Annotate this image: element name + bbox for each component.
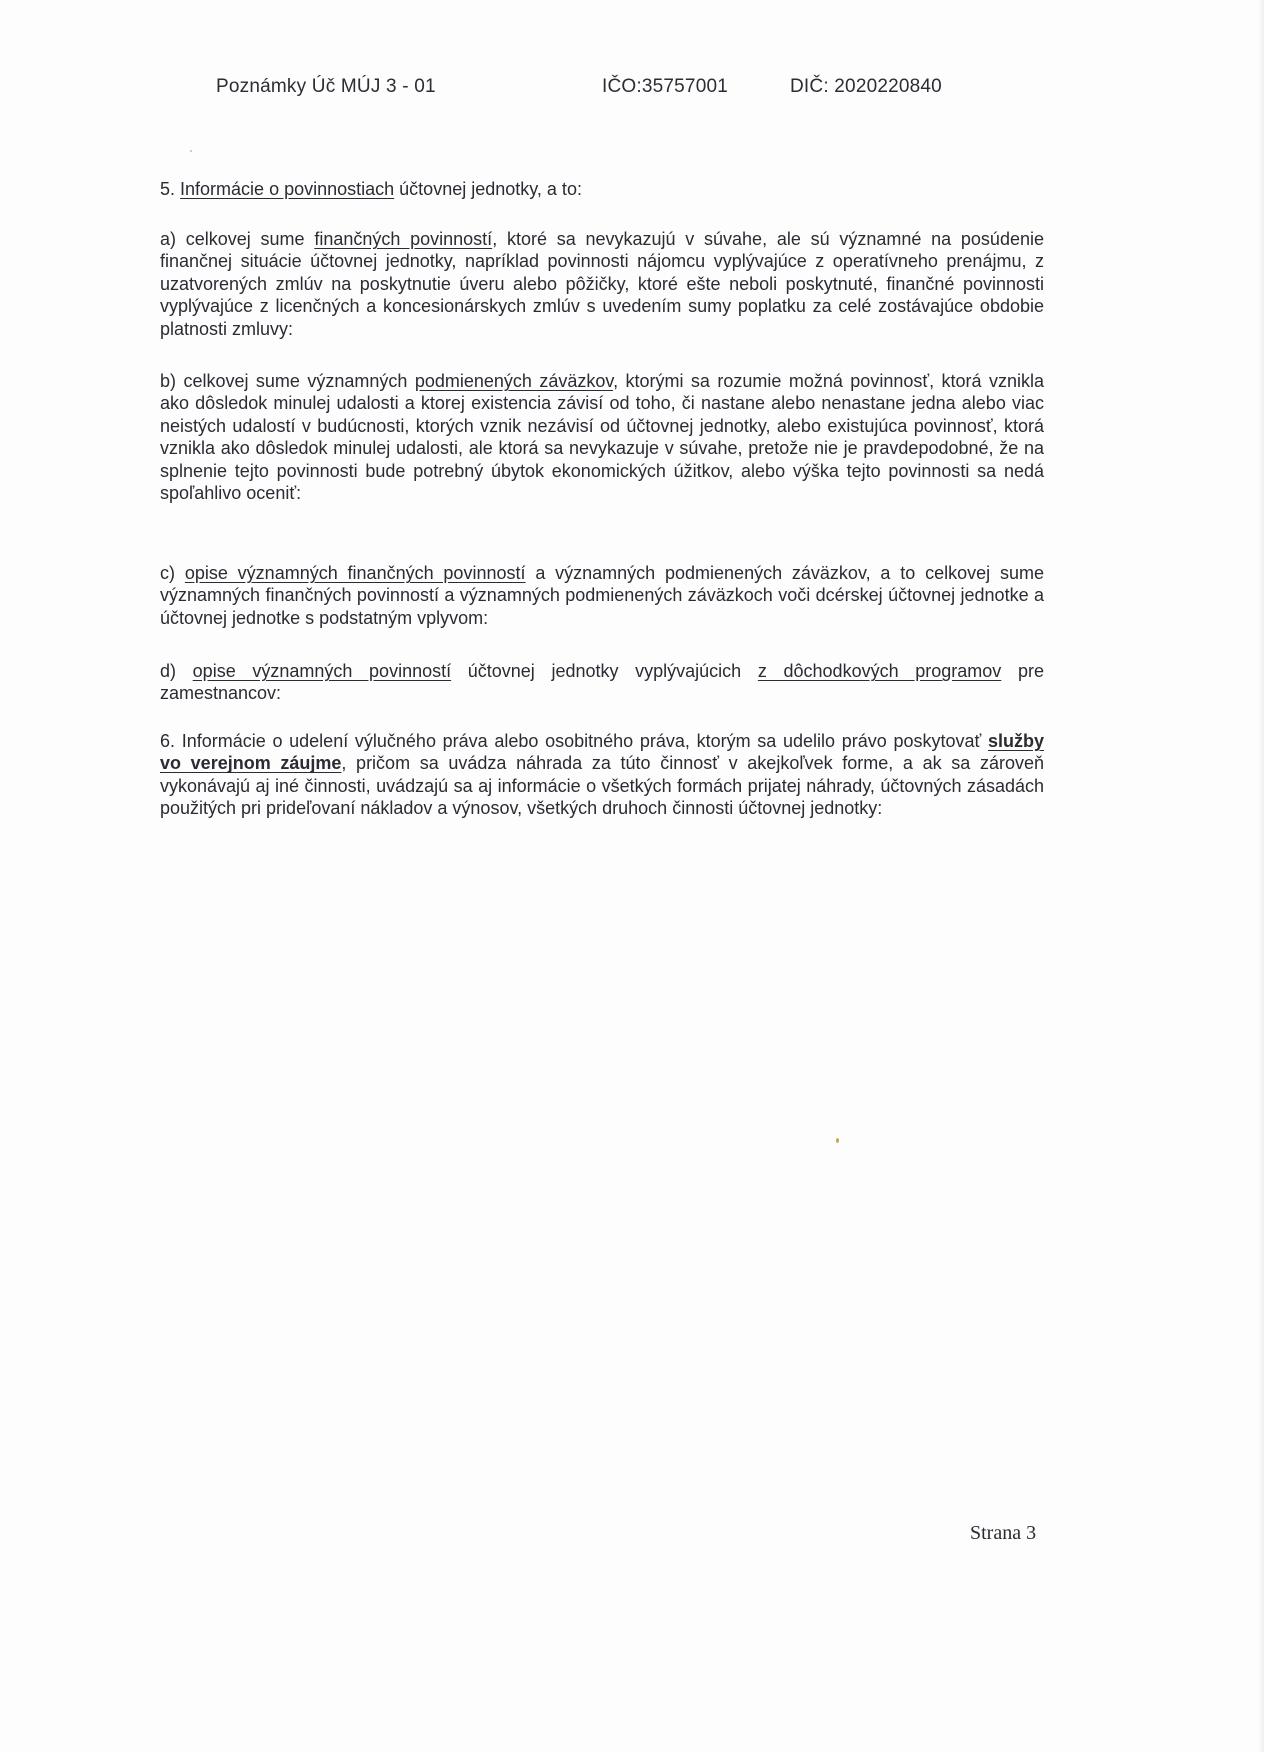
section-6-paragraph xyxy=(160,730,1044,820)
paragraph-c xyxy=(160,562,1044,629)
section-6-lead: 6. Informácie o udelení výlučného práva alebo osobitného práva, ktorým sa udelilo právo poskytovať xyxy=(160,731,982,751)
paragraph-c-link: opise významných finančných povinností xyxy=(184,563,526,583)
section-5-link: Informácie o povinnostiach xyxy=(180,179,395,199)
paragraph-c-rest: a významných podmienených záväzkov, a to celkovej sume významných finančných povinností a významných podmienených záväzkoch voči dcérskej účtovnej jednotke a účtovnej jednotke s podstatným vplyvom: xyxy=(160,563,1044,628)
paragraph-d-mid: účtovnej jednotky vyplývajúcich xyxy=(467,661,742,681)
paragraph-b xyxy=(160,370,1044,504)
header-title: Poznámky Úč MÚJ 3 - 01 xyxy=(216,76,436,97)
paragraph-a-rest: , ktoré sa nevykazujú v súvahe, ale sú významné na posúdenie finančnej situácie účtovnej jednotky, napríklad povinnosti nájomcu vyplývajúce z operatívneho prenájmu, z uzatvorených zmlúv na poskytnutie úveru alebo pôžičky, ktoré ešte neboli poskytnuté, finančné povinnosti vyplývajúce z licenčných a koncesionárskych zmlúv s uvedením sumy poplatku za celé zostávajúce obdobie platnosti zmluvy: xyxy=(160,229,1044,339)
paragraph-d-link-2: z dôchodkových programov xyxy=(757,661,1002,681)
scan-edge-shadow xyxy=(1258,0,1264,1752)
paragraph-a xyxy=(160,228,1044,340)
section-5-number: 5. xyxy=(160,179,176,199)
page-number: Strana 3 xyxy=(970,1522,1037,1544)
paragraph-d-rest: pre zamestnancov: xyxy=(160,661,1044,704)
scan-speck xyxy=(836,1138,839,1143)
section-6-rest: , pričom sa uvádza náhrada za túto činnosť v akejkoľvek forme, a ak sa zároveň vykonávajú aj iné činnosti, uvádzajú sa aj informácie o všetkých formách prijatej náhrady, účtovných zásadách použitých pri prideľovaní nákladov a výnosov, všetkých druhoch činnosti účtovnej jednotky: xyxy=(160,753,1044,819)
paragraph-b-link: podmienených záväzkov xyxy=(414,371,614,391)
page-header xyxy=(0,76,1264,106)
paragraph-d-link-1: opise významných povinností xyxy=(192,661,452,681)
scan-speck xyxy=(190,150,192,152)
paragraph-b-rest: , ktorými sa rozumie možná povinnosť, ktorá vznikla ako dôsledok minulej udalosti a ktorej existencia závisí od toho, či nastane alebo nenastane jedna alebo viac neistých udalostí v budúcnosti, ktorých vznik nezávisí od účtovnej jednotky, alebo existujúca povinnosť, ktorá vznikla ako dôsledok minulej udalosti, ale ktorá sa nevykazuje v súvahe, pretože nie je pravdepodobné, že na splnenie tejto povinnosti bude potrebný úbytok ekonomických úžitkov, alebo výška tejto povinnosti sa nedá spoľahlivo oceniť: xyxy=(160,371,1045,504)
section-5-rest: účtovnej jednotky, a to: xyxy=(399,179,582,199)
section-6-link: služby vo verejnom záujme xyxy=(160,731,1044,774)
paragraph-a-lead: a) celkovej sume xyxy=(160,229,305,249)
header-dic: DIČ: 2020220840 xyxy=(790,76,942,97)
paragraph-d-lead: d) xyxy=(160,661,177,681)
section-5-heading xyxy=(160,178,1044,200)
paragraph-d xyxy=(160,660,1044,705)
paragraph-b-lead: b) celkovej sume významných xyxy=(160,371,408,391)
paragraph-c-lead: c) xyxy=(160,563,175,583)
header-ico: IČO:35757001 xyxy=(602,76,728,97)
paragraph-a-link: finančných povinností xyxy=(314,229,493,249)
